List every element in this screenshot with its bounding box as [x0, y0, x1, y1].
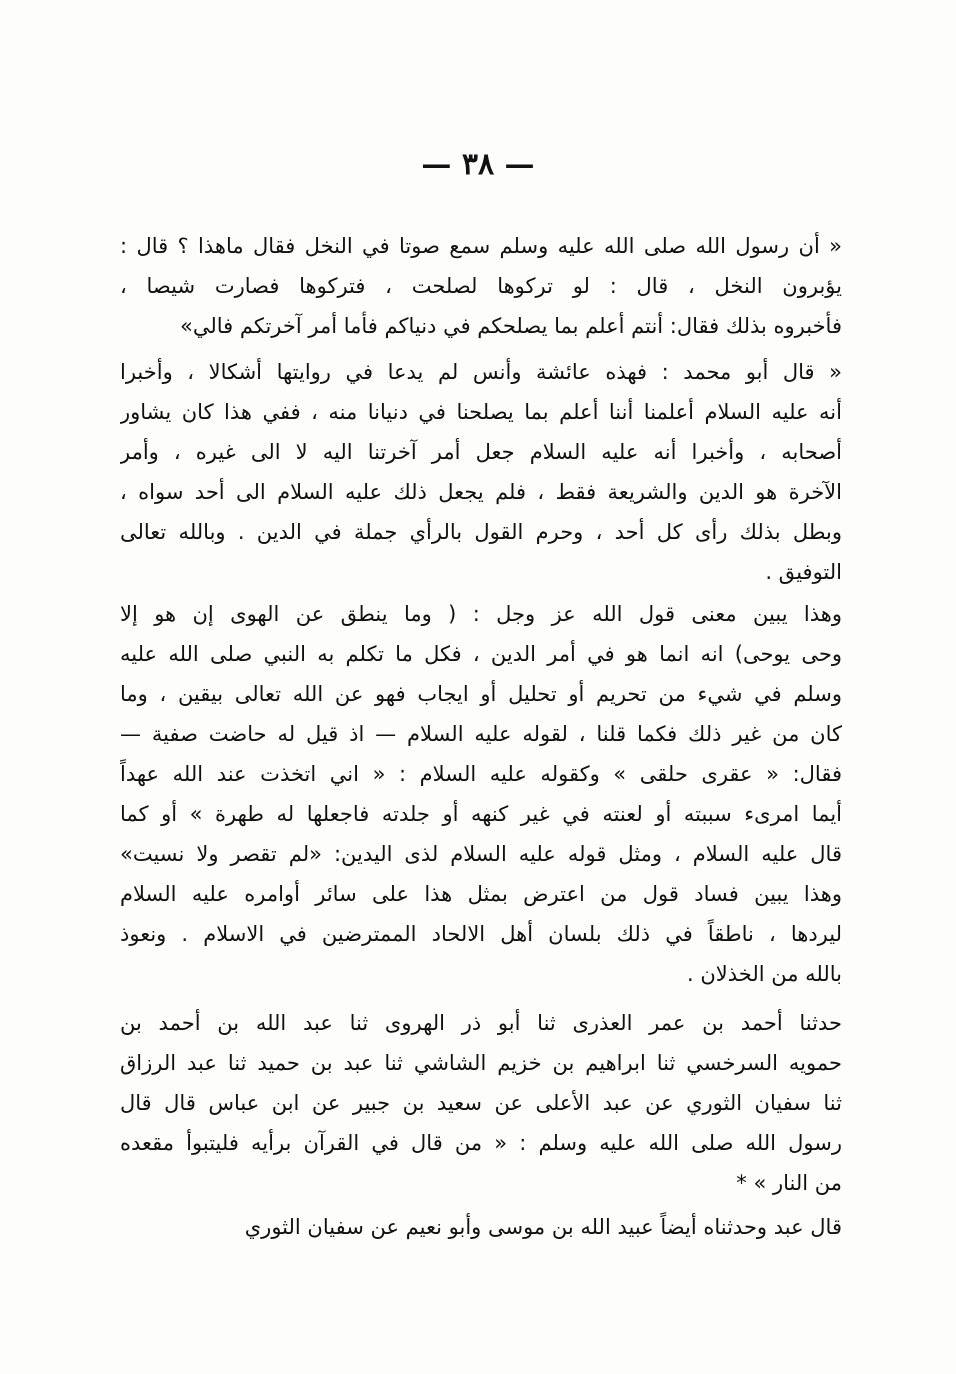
text-line: وهذا يبين فساد قول من اعترض بمثل هذا على سائر أوامره عليه السلام — [120, 882, 842, 906]
text-line: التوفيق . — [765, 560, 842, 584]
text-line: قال عليه السلام ، ومثل قوله عليه السلام لذى اليدين: «لم تقصر ولا نسيت» — [120, 842, 842, 866]
text-line: ليردها ، ناطقاً في ذلك بلسان أهل الالحاد الممترضين في الاسلام . ونعوذ — [120, 922, 842, 946]
text-line: حمويه السرخسي ثنا ابراهيم بن خزيم الشاشي ثنا عبد بن حميد ثنا عبد الرزاق — [120, 1051, 842, 1075]
paragraph-isnad-hadith — [120, 1003, 842, 1203]
text-line: « قال أبو محمد : فهذه عائشة وأنس لم يدعا في روايتها أشكالا ، وأخبرا — [120, 360, 842, 384]
text-line: وبطل بذلك رأى كل أحد ، وحرم القول بالرأي جملة في الدين . وبالله تعالى — [120, 520, 842, 544]
text-line: الآخرة هو الدين والشريعة فقط ، فلم يجعل ذلك عليه السلام الى أحد سواه ، — [120, 480, 842, 504]
text-line: أنه عليه السلام أعلمنا أننا أعلم بما يصلحنا في دنيانا منه ، ففي هذا كان يشاور — [120, 400, 842, 424]
text-line: وحى يوحى) انه انما هو في أمر الدين ، فكل ما تكلم به النبي صلى الله عليه — [120, 642, 842, 666]
text-line: حدثنا أحمد بن عمر العذرى ثنا أبو ذر الهروى ثنا عبد الله بن أحمد بن — [120, 1011, 842, 1035]
text-line: من النار » * — [736, 1171, 842, 1195]
paragraph-revelation-explanation — [120, 594, 842, 994]
text-line: « أن رسول الله صلى الله عليه وسلم سمع صوتا في النخل فقال ماهذا ؟ قال : — [120, 234, 842, 258]
text-line: وهذا يبين معنى قول الله عز وجل : ( وما ينطق عن الهوى إن هو إلا — [120, 602, 842, 626]
text-line: كان من غير ذلك فكما قلنا ، لقوله عليه السلام — اذ قيل له حاضت صفية — — [120, 722, 842, 746]
text-line: رسول الله صلى الله عليه وسلم : « من قال في القرآن برأيه فليتبوأ مقعده — [120, 1131, 842, 1155]
text-line: أصحابه ، وأخبرا أنه عليه السلام جعل أمر آخرتنا اليه لا الى غيره ، وأمر — [120, 440, 842, 464]
paragraph-closing-isnad — [120, 1207, 842, 1247]
text-line: فقال: « عقرى حلقى » وكقوله عليه السلام : « اني اتخذت عند الله عهداً — [120, 762, 842, 786]
page-number: — ٣٨ — — [421, 147, 535, 182]
paragraph-abu-muhammad-commentary — [120, 352, 842, 592]
text-line: قال عبد وحدثناه أيضاً عبيد الله بن موسى وأبو نعيم عن سفيان الثوري — [244, 1215, 842, 1239]
text-line: وسلم في شيء من تحريم أو تحليل أو ايجاب فهو عن الله تعالى بيقين ، وما — [120, 682, 842, 706]
text-line: بالله من الخذلان . — [687, 962, 842, 986]
paragraph-hadith-palm-pollination — [120, 226, 842, 346]
text-line: فأخبروه بذلك فقال: أنتم أعلم بما يصلحكم في دنياكم فأما أمر آخرتكم فالي» — [180, 314, 842, 338]
text-line: أيما امرىء سببته أو لعنته في غير كنهه أو جلدته فاجعلها له طهرة » أو كما — [120, 802, 842, 826]
text-line: ثنا سفيان الثوري عن عبد الأعلى عن سعيد بن جبير عن ابن عباس قال قال — [120, 1091, 842, 1115]
text-line: يؤبرون النخل ، قال : لو تركوها لصلحت ، فتركوها فصارت شيصا ، — [120, 274, 842, 298]
